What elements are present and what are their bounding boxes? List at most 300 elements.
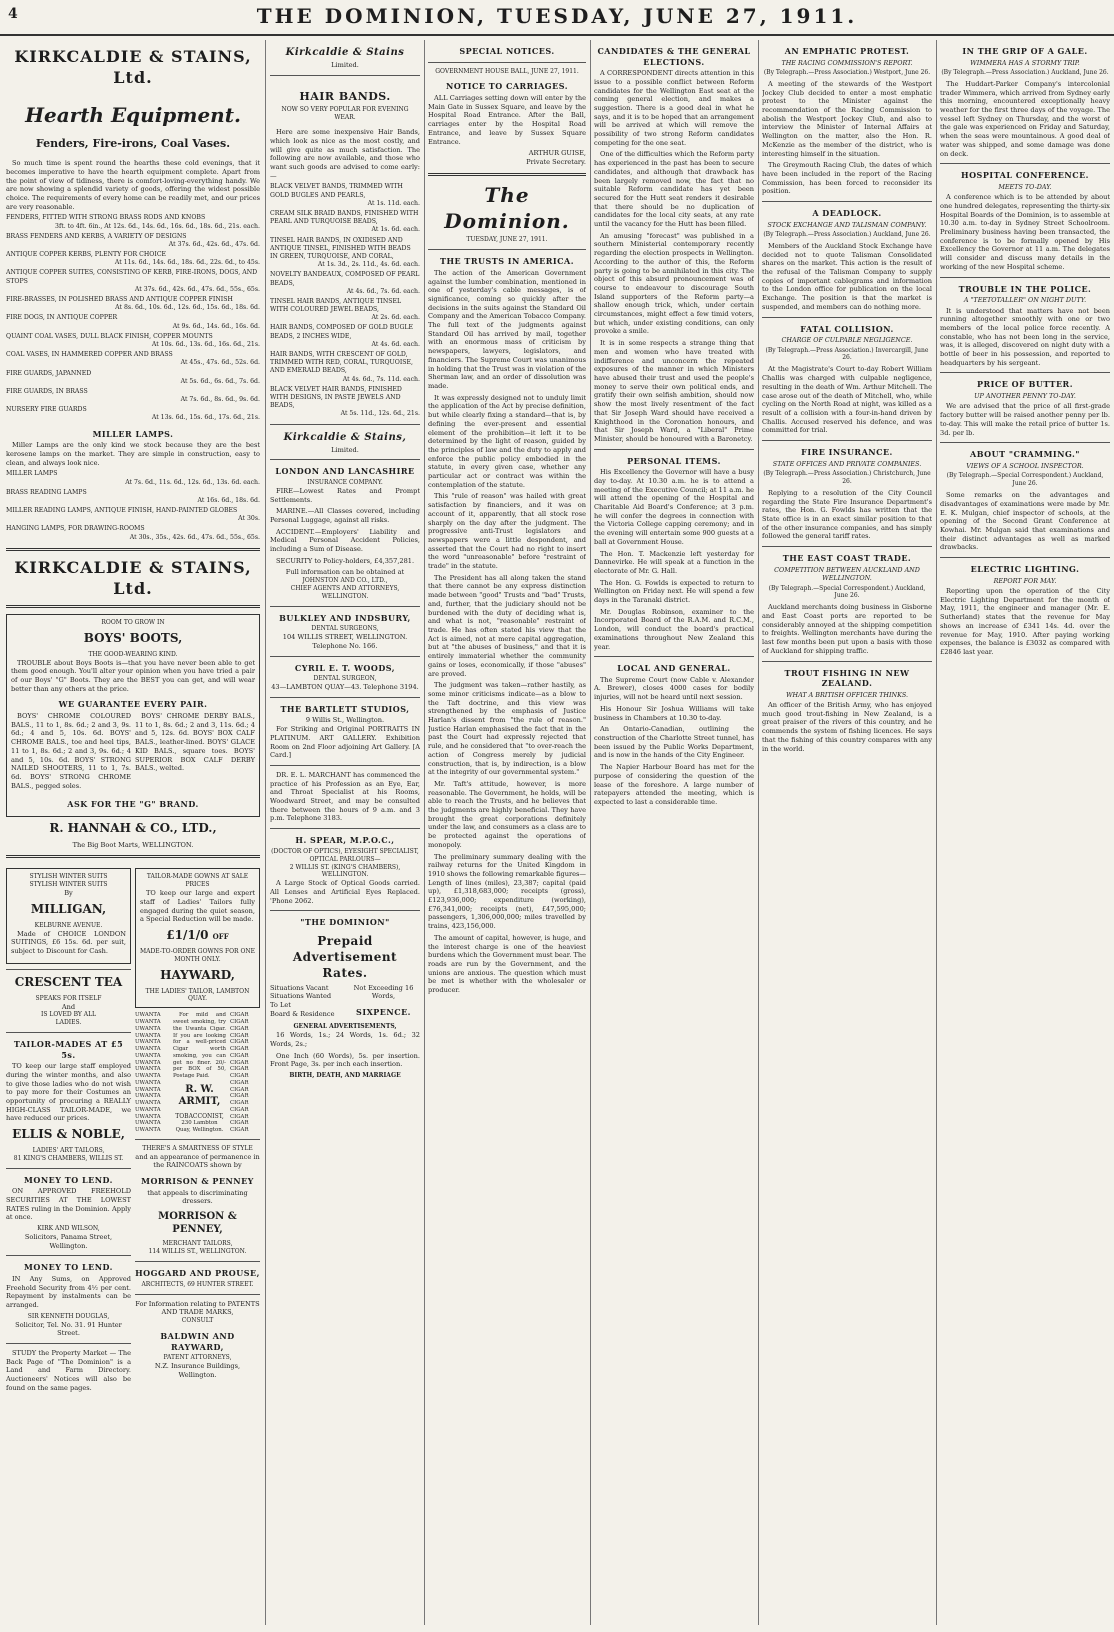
prepaid-limit: Not Exceeding 16 Words, xyxy=(353,983,414,1001)
uwanta-word: UWANTA xyxy=(135,1032,161,1039)
hearth-item-price: At 13s. 6d., 15s. 6d., 17s. 6d., 21s. xyxy=(151,414,260,422)
hearth-item xyxy=(6,388,260,404)
hearth-item xyxy=(6,233,260,249)
prepaid-row: Situations Wanted xyxy=(270,992,332,1001)
fatal-dateline: (By Telegraph.—Press Association.) Invercargill, June 26. xyxy=(765,346,929,362)
local-paragraph: The Supreme Court (now Cable v. Alexander A. Brewer), closes 4000 cases for bodily injuries, will not be heard until next session. xyxy=(594,675,754,702)
milligan-line: STYLISH WINTER SUITS xyxy=(29,881,108,889)
crescent-line: SPEAKS FOR ITSELF xyxy=(35,994,102,1002)
cigar-word: CIGAR xyxy=(230,1066,249,1073)
hearth-intro: So much time is spent round the hearths these cold evenings, that it becomes imperative to have the hearth equipment complete. Apart from the point of view of tidiness, there is comfort-loving-everything handy. We are now showing a splendid variety of goods, offering the widest possible choice. The requirements of every home can be readily met, and our prices are very reasonable. xyxy=(6,159,260,211)
hair-band-item-name: HAIR BANDS, COMPOSED OF GOLD BUGLE BEADS, 2 INCHES WIDE, xyxy=(270,324,414,340)
hearth-item-list xyxy=(6,214,260,422)
hair-band-item xyxy=(270,386,420,419)
prepaid-insert: One Inch (60 Words), 5s. per insertion. Front Page, 3s. per inch each insertion. xyxy=(270,1051,420,1069)
candidates-paragraph: A CORRESPONDENT directs attention in this issue to a possible conflict between Reform candidates for the Wellington East seat at the coming general election, and makes a suggestion. There is a good deal in what he says, and it is to be hoped that an arrangement will be arrived at which will remove the possibility of two strong Reform candidates competing for the one seat. xyxy=(594,69,754,147)
candidates-head: CANDIDATES & THE GENERAL ELECTIONS. xyxy=(597,46,751,67)
hayward-name: HAYWARD, xyxy=(160,967,235,982)
lamp-item-name: MILLER READING LAMPS, ANTIQUE FINISH, HAND-PAINTED GLOBES xyxy=(6,507,238,515)
local-head: LOCAL AND GENERAL. xyxy=(617,663,731,674)
protest-paragraph: The Greymouth Racing Club, the dates of which have been included in the report of the Racing Commission, has been forced to reconsider its position. xyxy=(762,161,932,196)
bartlett-sub: For Striking and Original PORTRAITS IN PLATINUM. ART GALLERY. Exhibition Room on 2nd Floor adjoining Art Gallery. [A Card.] xyxy=(270,725,420,760)
cigar-word: CIGAR xyxy=(230,1106,249,1113)
uwanta-column xyxy=(135,1012,169,1134)
lamp-item-price: At 7s. 6d., 11s. 6d., 12s. 6d., 13s. 6d. each. xyxy=(125,478,260,486)
london-name: LONDON AND LANCASHIRE xyxy=(275,466,415,477)
milligan-by: By xyxy=(64,889,73,898)
hair-band-item-price: At 4s. 6d., 7s. 11d. each. xyxy=(342,375,420,383)
cramming-sub: VIEWS OF A SCHOOL INSPECTOR. xyxy=(966,461,1084,470)
spear-addr: 2 WILLIS ST. (KING'S CHAMBERS), WELLINGTON. xyxy=(289,863,401,879)
lamp-item-name: BRASS READING LAMPS xyxy=(6,488,87,496)
electric-body: Reporting upon the operation of the City Electric Lighting Department for the month of May, 1911, the engineer and manager (Mr. E. Sutherland) states that the revenue for May shows an increase of £341 14s. 4d. over the revenue for May, 1910. After paying working expenses, the balance is £3032 as compared with £2846 last year. xyxy=(940,587,1110,656)
lamp-item-name: MILLER LAMPS xyxy=(6,470,58,478)
fire-dateline: (By Telegraph.—Press Association.) Christchurch, June 26. xyxy=(763,470,931,485)
smartness-name2: MORRISON & PENNEY, xyxy=(158,1211,237,1236)
hearth-item xyxy=(6,296,260,312)
deadlock-head: A DEADLOCK. xyxy=(812,208,882,219)
london-marine: MARINE.—All Classes covered, including Personal Luggage, against all risks. xyxy=(270,507,420,524)
money2-sub: Solicitor, Tel. No. 31. 91 Hunter Street. xyxy=(15,1320,122,1338)
electric-sub: REPORT FOR MAY. xyxy=(993,576,1057,585)
miller-heading: MILLER LAMPS. xyxy=(92,428,174,439)
crescent-line: LADIES. xyxy=(55,1019,82,1027)
london-info: Full information can be obtained at xyxy=(285,568,405,577)
cigar-word: CIGAR xyxy=(230,1073,249,1080)
hair-band-item xyxy=(270,210,420,235)
band-item-list xyxy=(270,183,420,418)
london-agents: CHIEF AGENTS AND ATTORNEYS, WELLINGTON. xyxy=(290,585,400,600)
london-fire: FIRE—Lowest Rates and Prompt Settlements. xyxy=(270,486,420,504)
prepaid-bdm: BIRTH, DEATH, AND MARRIAGE xyxy=(289,1072,401,1080)
cigar-word: CIGAR xyxy=(230,1025,249,1032)
milligan-line: STYLISH WINTER SUITS xyxy=(29,873,108,881)
hair-band-item-price: At 2s. 6d. each. xyxy=(371,314,420,322)
cigar-word: CIGAR xyxy=(230,1120,249,1127)
fatal-sub: CHARGE OF CULPABLE NEGLIGENCE. xyxy=(781,336,913,345)
crescent-line: IS LOVED BY ALL xyxy=(40,1011,97,1019)
cigar-word: CIGAR xyxy=(230,1100,249,1107)
patents-name: BALDWIN AND RAYWARD, xyxy=(160,1331,235,1352)
carriages-sig: ARTHUR GUISE, xyxy=(528,149,586,158)
cigar-word: CIGAR xyxy=(230,1012,249,1019)
boys-ask: ASK FOR THE "G" BRAND. xyxy=(67,799,199,810)
london-sub: INSURANCE COMPANY. xyxy=(307,478,383,486)
leader-paragraph: Mr. Taft's attitude, however, is more reasonable. The Government, he holds, will be able to reach the Trusts, and he believes that the judgments are highly beneficial. They have brought the great corporations definitely under the law, and consumers as a class are to be protected against the operations of monopoly. xyxy=(428,779,586,849)
masthead xyxy=(0,0,1114,36)
carriages-head: NOTICE TO CARRIAGES. xyxy=(446,81,568,92)
cigar-word: CIGAR xyxy=(230,1113,249,1120)
column-6 xyxy=(940,40,1110,1628)
local-paragraph: His Honour Sir Joshua Williams will take business in Chambers at 10.30 to-day. xyxy=(594,704,754,722)
hearth-item-name: COAL VASES, IN HAMMERED COPPER AND BRASS xyxy=(6,351,173,359)
coast-body: Auckland merchants doing business in Gisborne and East Coast ports are reported to be considerably annoyed at the shipping competition to freights. Wellington merchants have during the last few months been put upon a basis with those of Auckland for shipping traffic. xyxy=(762,603,932,655)
k-and-s-sub: Limited. xyxy=(331,61,359,70)
personal-paragraph: The Hon. G. Fowlds is expected to return to Wellington on Friday next. He will spend a few days in the Taranaki district. xyxy=(594,578,754,605)
lamp-item-price: At 30s. xyxy=(238,515,260,523)
carriages-body: ALL Carriages setting down will enter by the Main Gate in Sussex Square, and leave by the Hospital Road Entrance. After the Ball, carriages enter by the Hospital Road Entrance, and leave by Sussex Square Entrance. xyxy=(428,94,586,146)
hair-band-item-name: TINSEL HAIR BANDS, ANTIQUE TINSEL WITH COLOURED JEWEL BEADS, xyxy=(270,297,402,314)
crescent-title: CRESCENT TEA xyxy=(14,974,123,989)
hair-band-item xyxy=(270,324,420,349)
bartlett-addr: 9 Willis St., Wellington. xyxy=(305,716,385,725)
coast-sub: COMPETITION BETWEEN AUCKLAND AND WELLINGTON. xyxy=(774,565,920,583)
spear-sub: (DOCTOR OF OPTICS), EYESIGHT SPECIALIST, OPTICAL PARLOURS— xyxy=(271,847,419,863)
cramming-body: Some remarks on the advantages and disadvantages of examinations were made by Mr. E. K. Mulgan, chief inspector of schools, at the opening of the Second Grant Conference at Kowhai. Mr. Mulgan said that examinations and their distinct advantages as well as marked drawbacks. xyxy=(940,491,1110,552)
patents-addr: N.Z. Insurance Buildings, Wellington. xyxy=(154,1362,241,1379)
hayward-price: £1/1/0 xyxy=(166,928,209,943)
prepaid-row: Board & Residence xyxy=(270,1009,335,1018)
prepaid-row: Situations Vacant xyxy=(270,983,329,992)
butter-body: We are advised that the price of all first-grade factory butter will be raised another penny per lb. to-day. This will make the retail price of butter 1s. 3d. per lb. xyxy=(940,402,1110,437)
hearth-item xyxy=(6,214,260,230)
candidates-paragraph: It is in some respects a strange thing that men and women who have treated with indifference and unconcern the repeated exposures of the manner in which Ministers have abused their trust and used the people's money to serve their own political ends, and gratify their own selfish ambition, should now show the most lively resentment of the fact that Sir Joseph Ward should have received a Knighthood in the Coronation honours, and that Sir Joseph Ward, a "Liberal" Prime Minister, should be honoured with a Baronetcy. xyxy=(594,339,754,443)
hearth-item-price: At 8s. 6d., 10s. 6d., 12s. 6d., 15s. 6d., 18s. 6d. xyxy=(115,304,260,312)
hayward-ad xyxy=(135,868,260,1008)
hearth-item-name: ANTIQUE COPPER SUITES, CONSISTING OF KERB, FIRE-IRONS, DOGS, AND STOPS xyxy=(6,269,258,285)
boys-boots-ad xyxy=(6,614,260,817)
hearth-item-name: NURSERY FIRE GUARDS xyxy=(6,406,87,414)
fenders-subtitle: Fenders, Fire-irons, Coal Vases. xyxy=(35,136,231,150)
smartness-name1: MORRISON & PENNEY xyxy=(141,1176,254,1187)
hayward-body: TO keep our large and expert staff of Ladies' Tailors fully engaged during the quiet season, a Special Reduction will be made. xyxy=(140,889,255,924)
local-paragraph: An Ontario-Canadian, outlining the construction of the Charlotte Street tunnel, has been issued by the Public Works Department, and is now in the hands of the City Engineer. xyxy=(594,725,754,760)
butter-head: PRICE OF BUTTER. xyxy=(977,379,1073,390)
hearth-item-name: FIRE GUARDS, IN BRASS xyxy=(6,387,88,395)
hair-band-item-price: At 1s. 11d. each. xyxy=(367,199,420,207)
boys-room-label: ROOM TO GROW IN xyxy=(101,619,165,627)
column-rule xyxy=(936,40,937,1625)
money1-head: MONEY TO LEND. xyxy=(24,1174,113,1185)
hearth-item xyxy=(6,351,260,367)
uwanta-word: UWANTA xyxy=(135,1113,161,1120)
hospital-head: HOSPITAL CONFERENCE. xyxy=(961,170,1089,181)
hoggard-sub: ARCHITECTS, 69 HUNTER STREET. xyxy=(141,1280,254,1288)
hair-bands-sub: NOW SO VERY POPULAR FOR EVENING WEAR. xyxy=(281,106,409,122)
smartness-line3: that appeals to discriminating dressers. xyxy=(147,1188,248,1206)
hearth-item xyxy=(6,333,260,349)
boys-right-list: BOYS' CHROME DERBY BALS., 11 to 1, 8s. 6d.; 2 and 3, 11s. 6d.; 4 and 5, 12s. 6d. BOYS' BOX CALF BALS., leather-lined. BOYS' GLACE KID BALS., square toes. BOYS' SUPERIOR BOX CALF DERBY BALS., welted. xyxy=(135,712,255,773)
leader-paragraph: The preliminary summary dealing with the railway returns for the United Kingdom in 1910 shows the following remarkable figures—Length of lines (miles), 23,387; capital (paid up), £1,318,683,000; receipts (gross), £123,936,000; expenditure (working), £76,341,000; receipts (net), £47,595,000; passengers, 1,306,000,000; miles travelled by trains, 423,156,000. xyxy=(428,852,586,931)
hair-band-item xyxy=(270,183,420,208)
kirkcaldie-header: KIRKCALDIE & STAINS, Ltd. xyxy=(14,47,252,88)
leader-paragraph: It was expressly designed not to unduly limit the application of the Act by precise definition, but while clearly fixing a standard—that is, by defining the ever-present and essential element of the prohibition—it left it to be determined by the light of reason, guided by the principles of law and the duty to apply and enforce the public policy embodied in the statute, in every given case, whether any particular act or contract was within the contemplation of the statute. xyxy=(428,393,586,489)
hair-band-item xyxy=(270,351,420,384)
hair-band-item-name: CREAM SILK BRAID BANDS, FINISHED WITH PEARL AND TURQUOISE BEADS, xyxy=(270,210,419,226)
candidates-body xyxy=(594,69,754,444)
leader-paragraph: The judgment was taken—rather hastily, as some minor criticisms indicate—as a blow to the Taft doctrine, and this view was strengthened by the emphasis of Justice Harlan's dissent from "the rule of reason." Justice Harlan emphasised the fact that in the past the Court had expressly rejected that rule, and he considered that "to over-reach the action of Congress merely by judicial construction, that is, by indirection, is a blow at the integrity of our governmental system." xyxy=(428,681,586,777)
hair-band-item-name: TINSEL HAIR BANDS, IN OXIDISED AND ANTIQUE TINSEL, FINISHED WITH BEADS IN GREEN, TURQUOISE, AND CORAL, xyxy=(270,236,411,260)
uwanta-word: UWANTA xyxy=(135,1066,161,1073)
hearth-item-price: At 5s. 6d., 6s. 6d., 7s. 6d. xyxy=(180,377,260,385)
police-sub: A "TEETOTALLER" ON NIGHT DUTY. xyxy=(963,296,1087,305)
prepaid-row: To Let xyxy=(270,1000,291,1009)
hair-band-item-price: At 4s. 6d., 7s. 6d. each. xyxy=(346,287,420,295)
special-notices-head: SPECIAL NOTICES. xyxy=(459,46,555,56)
column-rule xyxy=(265,40,266,1625)
cigar-word: CIGAR xyxy=(230,1086,249,1093)
uwanta-word: UWANTA xyxy=(135,1039,161,1046)
trout-sub: WHAT A BRITISH OFFICER THINKS. xyxy=(785,690,909,699)
prepaid-general: GENERAL ADVERTISEMENTS, xyxy=(293,1023,397,1031)
gale-head: IN THE GRIP OF A GALE. xyxy=(962,46,1088,56)
fire-head: FIRE INSURANCE. xyxy=(801,447,893,458)
money2-body: IN Any Sums, on Approved Freehold Security from 4½ per cent. Repayment by instalments can be arranged. xyxy=(6,1274,131,1310)
column-rule xyxy=(424,40,425,1625)
hearth-item xyxy=(6,370,260,386)
cigar-word: CIGAR xyxy=(230,1052,249,1059)
column-4 xyxy=(594,40,754,1628)
dominion-logo: The Dominion. xyxy=(444,182,570,234)
cigar-column xyxy=(230,1012,260,1134)
lamp-item xyxy=(6,489,260,505)
cigar-word: CIGAR xyxy=(230,1079,249,1086)
police-body: It is understood that matters have not been running altogether smoothly with one or two members of the local police force recently. A constable, who has not been long in the service, was, it is alleged, discovered on night duty with a bottle of beer in his possession, and reported to headquarters by his sergeant. xyxy=(940,306,1110,367)
smartness-line2: and an appearance of permanence in the RAINCOATS shown by xyxy=(135,1152,260,1170)
armit-trade: TOBACCONIST, xyxy=(175,1112,224,1120)
milligan-street: KELBURNE AVENUE. xyxy=(34,921,103,929)
protest-body xyxy=(762,80,932,196)
hearth-title: Hearth Equipment. xyxy=(25,103,241,128)
police-head: TROUBLE IN THE POLICE. xyxy=(958,283,1092,294)
uwanta-ad xyxy=(135,1012,260,1134)
cigar-word: CIGAR xyxy=(230,1127,249,1134)
deadlock-dateline: (By Telegraph.—Press Association.) Auckland, June 26. xyxy=(763,231,931,239)
hayward-made: MADE-TO-ORDER GOWNS FOR ONE MONTH ONLY. xyxy=(140,947,256,963)
hair-band-item xyxy=(270,271,420,296)
hearth-item xyxy=(6,314,260,330)
hearth-item-price: 3ft. to 4ft. 6in., At 12s. 6d., 14s. 6d., 16s. 6d., 18s. 6d., 21s. each. xyxy=(55,222,260,230)
gale-body: The Huddart-Parker Company's intercolonial trader Wimmera, which arrived from Sydney early this morning, encountered exceptionally heavy weather for the first three days of the voyage. The vessel left Sydney on Thursday, and the worst of the gale was experienced on Friday and Saturday, when the seas were mountainous. A good deal of water was shipped, and some damage was done on deck. xyxy=(940,79,1110,158)
gale-sub: WIMMERA HAS A STORMY TRIP. xyxy=(970,58,1080,67)
armit-name: R. W. ARMIT, xyxy=(178,1083,221,1108)
money1-sub: Solicitors, Panama Street, Wellington. xyxy=(24,1232,113,1250)
personal-paragraph: The Hon. T. Mackenzie left yesterday for Dannevirke. He will speak at a function in the electorate of Mr. G. Hall. xyxy=(594,549,754,575)
hearth-item-name: FIRE GUARDS, JAPANNED xyxy=(6,369,92,377)
london-accident: ACCIDENT.—Employers' Liability and Medical Personal Accident Policies, including a Sum of Disease. xyxy=(270,527,420,554)
fatal-body: At the Magistrate's Court to-day Robert William Challis was charged with culpable negligence, resulting in the death of Wm. Arthur Mitchell. The case arose out of the death of Mitchell, who, while cycling on the North Road at night, was killed as a result of a collision with a four-in-hand driven by Challis. Accused reserved his defence, and was committed for trial. xyxy=(762,365,932,435)
hearth-item xyxy=(6,406,260,422)
k-and-s-header-2: Kirkcaldie & Stains, xyxy=(283,431,407,443)
hayward-sub: THE LADIES' TAILOR, LAMBTON QUAY. xyxy=(145,987,250,1003)
ellis-addr: 81 KING'S CHAMBERS, WILLIS ST. xyxy=(13,1154,124,1162)
lamp-item-list xyxy=(6,470,260,542)
lamp-item xyxy=(6,507,260,523)
hearth-item-price: At 7s. 6d., 8s. 6d., 9s. 6d. xyxy=(180,396,260,404)
study-notice: STUDY the Property Market — The Back Page of "The Dominion" is a Land and Farm Directory. Auctioneers' Notices will also be found on the same pages. xyxy=(6,1349,131,1392)
woods-sub: DENTAL SURGEON, xyxy=(313,675,377,683)
cigar-word: CIGAR xyxy=(230,1019,249,1026)
coast-head: THE EAST COAST TRADE. xyxy=(782,553,912,564)
armit-addr: 230 Lambton Quay, Wellington. xyxy=(175,1120,224,1134)
ellis-head: TAILOR-MADES AT £5 5s. xyxy=(13,1039,124,1060)
milligan-name: MILLIGAN, xyxy=(30,901,107,916)
hearth-item-name: FIRE DOGS, IN ANTIQUE COPPER xyxy=(6,314,118,322)
hoggard-name: HOGGARD AND PROUSE, xyxy=(135,1268,260,1279)
cigar-word: CIGAR xyxy=(230,1059,249,1066)
hearth-item-name: QUAINT COAL VASES, DULL BLACK FINISH, COPPER MOUNTS xyxy=(6,332,213,340)
prepaid-price: SIXPENCE. xyxy=(356,1006,411,1017)
cigar-word: CIGAR xyxy=(230,1039,249,1046)
uwanta-body: For mild and sweet smoking, try the Uwanta Cigar. If you are looking for a well-priced Cigar worth smoking, you can get no finer. 20/- per BOX of 50, Postage Paid. xyxy=(173,1012,226,1080)
boys-left-list: BOYS' CHROME COLOURED BALS., 11 to 1, 8s. 6d.; 2 and 3, 9s. 6d.; 4 and 5, 10s. 6d. BOYS' CHROME BALS., toe and heel tips, 11 to 1, 8s. 6d.; 2 and 3, 9s. 6d.; 4 and 5, 10s. 6d. BOYS' STRONG NAILED SHOOTERS, 11 to 1, 7s. 6d. BOYS' STRONG CHROME BALS., pegged soles. xyxy=(11,712,131,790)
hearth-item xyxy=(6,269,260,294)
hearth-item-price: At 37s. 6d., 42s. 6d., 47s. 6d. xyxy=(168,240,260,248)
column-rule xyxy=(590,40,591,1625)
hair-band-item-price: At 5s. 11d., 12s. 6d., 21s. xyxy=(340,410,420,418)
prepaid-table xyxy=(270,984,420,1020)
hearth-item-price: At 37s. 6d., 42s. 6d., 47s. 6d., 55s., 65s. xyxy=(134,285,260,293)
deadlock-sub: STOCK EXCHANGE AND TALISMAN COMPANY. xyxy=(767,220,927,229)
smartness-addr: 114 WILLIS ST., WELLINGTON. xyxy=(148,1248,247,1256)
uwanta-word: UWANTA xyxy=(135,1046,161,1053)
protest-dateline: (By Telegraph.—Press Association.) Westport, June 26. xyxy=(763,69,931,76)
patents-line2: CONSULT xyxy=(181,1317,214,1325)
money1-firm: KIRK AND WILSON, xyxy=(37,1225,100,1233)
bulkley-addr: 104 WILLIS STREET, WELLINGTON. Telephone No. 166. xyxy=(282,633,408,651)
ellis-name: ELLIS & NOBLE, xyxy=(12,1127,125,1142)
trout-body: An officer of the British Army, who has enjoyed much good trout-fishing in New Zealand, is a great praiser of the rivers of this country, and he commends the system of fishing licences. He says that the fishing of this country compares with any in the world. xyxy=(762,701,932,753)
column-2 xyxy=(270,40,420,1628)
marchant-notice: DR. E. L. MARCHANT has commenced the practice of his Profession as an Eye, Ear, and Throat Specialist at his Rooms, Woodward Street, and may be consulted there between the hours of 9 a.m. and 3 p.m. Telephone 3183. xyxy=(270,770,420,823)
boys-body: TROUBLE about Boys Boots is—that you have never been able to get them good enough. You'll alter your opinion when you have tried a pair of our Boys' "G" Boots. They are the BEST you can get, and will wear better than any others at the price. xyxy=(11,658,255,693)
cramming-dateline: (By Telegraph.—Special Correspondent.) Auckland, June 26. xyxy=(946,472,1104,488)
london-firm: JOHNSTON AND CO., LTD., xyxy=(302,577,388,585)
woods-name: CYRIL E. T. WOODS, xyxy=(294,662,396,673)
spear-body: A Large Stock of Optical Goods carried. All Lenses and Artificial Eyes Replaced. 'Phone 2062. xyxy=(270,879,420,905)
milligan-ad xyxy=(6,868,131,963)
uwanta-word: UWANTA xyxy=(135,1012,161,1019)
column-3 xyxy=(428,40,586,1628)
money1-body: ON APPROVED FREEHOLD SECURITIES AT THE LOWEST RATES ruling in the Dominion. Apply at once. xyxy=(6,1187,131,1222)
woods-addr: 43—LAMBTON QUAY—43. Telephone 3194. xyxy=(271,683,419,692)
page-number: 4 xyxy=(8,6,18,22)
hearth-item-price: At 45s., 47s. 6d., 52s. 6d. xyxy=(180,359,260,367)
hearth-item-name: BRASS FENDERS AND KERBS, A VARIETY OF DESIGNS xyxy=(6,232,187,240)
personal-head: PERSONAL ITEMS. xyxy=(627,455,721,466)
leader-paragraph: This "rule of reason" was hailed with great satisfaction by financiers, and it was on account of it, apparently, that all stock rose sharply on the day after the judgment. The progressive anti-Trust legislators and newspapers were a little despondent, and asserted that the Court had no right to insert the word "unreasonable" before "restraint of trade" in the statute. xyxy=(428,492,586,571)
hair-band-item-name: NOVELTY BANDEAUX, COMPOSED OF PEARL BEADS, xyxy=(270,271,420,287)
cigar-word: CIGAR xyxy=(230,1046,249,1053)
smartness-sub: MERCHANT TAILORS, xyxy=(162,1240,233,1248)
crescent-line: And xyxy=(61,1002,76,1011)
coast-dateline: (By Telegraph.—Special Correspondent.) Auckland, June 26. xyxy=(768,584,926,600)
uwanta-word: UWANTA xyxy=(135,1120,161,1127)
smartness-line1: THERE'S A SMARTNESS OF STYLE xyxy=(142,1144,253,1152)
butter-sub: UP ANOTHER PENNY TO-DAY. xyxy=(974,392,1076,401)
hair-band-item xyxy=(270,298,420,323)
money2-head: MONEY TO LEND. xyxy=(24,1262,113,1273)
lamp-item-name: HANGING LAMPS, FOR DRAWING-ROOMS xyxy=(6,525,145,533)
uwanta-word: UWANTA xyxy=(135,1052,161,1059)
ball-head: GOVERNMENT HOUSE BALL, JUNE 27, 1911. xyxy=(435,67,579,75)
leader-paragraph: The action of the American Government against the lumber combination, mentioned in one of yesterday's cable messages, is of significance, coming so quickly after the decisions in the suits against the Standard Oil Company and the American Tobacco Company. The full text of the judgments against Standard Oil has arrived by mail, together with an enormous mass of criticism by newspapers, lawyers, legislators, and financiers. The Supreme Court was unanimous in holding that the Trust was in violation of the Sherman law, and an order of dissolution was made. xyxy=(428,268,586,390)
uwanta-word: UWANTA xyxy=(135,1059,161,1066)
fire-body: Replying to a resolution of the City Council regarding the State Fire Insurance Department's rates, the Hon. G. Fowlds has written that the State office is in an exact similar position to that of the other insurance companies, and has simply followed the general tariff rates. xyxy=(762,488,932,541)
personal-paragraph: Mr. Douglas Robinson, examiner to the Incorporated Board of the R.A.M. and R.C.M., London, will conduct the board's practical examinations throughout New Zealand this year. xyxy=(594,607,754,651)
hearth-item-name: ANTIQUE COPPER KERBS, PLENTY FOR CHOICE xyxy=(6,251,167,259)
fatal-head: FATAL COLLISION. xyxy=(800,323,894,334)
hannah-tag: The Big Boot Marts, WELLINGTON. xyxy=(72,840,194,849)
leader-paragraph: The amount of capital, however, is huge, and the interest charge is one of the heaviest burdens which the Government must bear. The roads are run by the Government, and the unions are anxious. The question which must be met is whether with the wholesaler or producer. xyxy=(428,933,586,995)
hearth-item-price: At 11s. 6d., 14s. 6d., 18s. 6d., 22s. 6d., to 45s. xyxy=(114,259,260,267)
local-body xyxy=(594,676,754,807)
kirkcaldie-footer: KIRKCALDIE & STAINS, Ltd. xyxy=(14,557,252,598)
cigar-word: CIGAR xyxy=(230,1093,249,1100)
patents-sub: PATENT ATTORNEYS, xyxy=(163,1354,232,1362)
protest-head: AN EMPHATIC PROTEST. xyxy=(784,46,910,56)
hair-band-item-name: BLACK VELVET BANDS, TRIMMED WITH GOLD BUGLES AND PEARLS, xyxy=(270,183,403,199)
deadlock-body: Members of the Auckland Stock Exchange have decided not to quote Talisman Consolidated shares on the market. This action is the result of the refusal of the Talisman Company to supply copies of important cablegrams and information to the London office for publication on the local Exchange. The position is that the market is suspended, and members can do nothing more. xyxy=(762,241,932,311)
uwanta-word: UWANTA xyxy=(135,1106,161,1113)
uwanta-word: UWANTA xyxy=(135,1093,161,1100)
hair-band-item-name: HAIR BANDS, WITH CRESCENT OF GOLD, TRIMMED WITH RED, CORAL, TURQUOISE, AND EMERALD BEADS, xyxy=(270,351,413,375)
uwanta-word: UWANTA xyxy=(135,1073,161,1080)
hospital-sub: MEETS TO-DAY. xyxy=(998,182,1052,191)
patents-line1: For Information relating to PATENTS AND TRADE MARKS, xyxy=(135,1299,260,1317)
boys-title: BOYS' BOOTS, xyxy=(83,630,183,645)
hayward-price-line xyxy=(140,928,255,944)
prepaid-top: "THE DOMINION" xyxy=(300,917,390,928)
hearth-item xyxy=(6,251,260,267)
k-and-s-header: Kirkcaldie & Stains xyxy=(285,47,405,58)
money2-firm: SIR KENNETH DOUGLAS, xyxy=(27,1312,110,1320)
hearth-item-name: FENDERS, FITTED WITH STRONG BRASS RODS AND KNOBS xyxy=(6,214,206,222)
spear-name: H. SPEAR, M.P.O.C., xyxy=(295,835,395,846)
protest-sub: THE RACING COMMISSION'S REPORT. xyxy=(781,58,913,67)
uwanta-word: UWANTA xyxy=(135,1025,161,1032)
k-and-s-sub-2: Limited. xyxy=(331,445,359,454)
lamp-item xyxy=(6,470,260,486)
miller-intro: Miller Lamps are the only kind we stock because they are the best kerosene lamps on the market. They are simple in construction, easy to clean, and always look nice. xyxy=(6,441,260,467)
prepaid-rate: 16 Words, 1s.; 24 Words, 1s. 6d.; 32 Words, 2s.; xyxy=(270,1031,420,1049)
boys-tag: THE GOOD-WEARING KIND. xyxy=(88,650,178,658)
personal-body xyxy=(594,468,754,651)
hair-band-item-price: At 4s. 6d. each. xyxy=(371,340,420,348)
column-rule xyxy=(758,40,759,1625)
hair-intro: Here are some inexpensive Hair Bands, which look as nice as the most costly, and will give quite as much satisfaction. The following are now available, and those who want such goods are advised to come early:— xyxy=(270,128,420,180)
bulkley-name: BULKLEY AND INDSBURY, xyxy=(279,612,411,623)
hearth-item-name: FIRE-BRASSES, IN POLISHED BRASS AND ANTIQUE COPPER FINISH xyxy=(6,296,233,304)
hair-band-item-price: At 1s. 3d., 2s. 11d., 4s. 6d. each. xyxy=(317,261,420,269)
hair-band-item-name: BLACK VELVET HAIR BANDS, FINISHED WITH DESIGNS, IN PASTE JEWELS AND BEADS, xyxy=(270,385,402,410)
boys-guarantee: WE GUARANTEE EVERY PAIR. xyxy=(58,699,208,710)
cramming-head: ABOUT "CRAMMING." xyxy=(970,449,1080,460)
lamp-item xyxy=(6,525,260,541)
protest-paragraph: A meeting of the stewards of the Westport Jockey Club decided to enter a most emphatic protest to the Minister against the recommendation of the Racing Commission to abolish the Westport Jockey Club, and also to interview the Minister of Internal Affairs at Wellington on the matter, also the Hon. R. McKenzie as the member of the district, who is interesting himself in the situation. xyxy=(762,79,932,158)
column-5 xyxy=(762,40,932,1628)
personal-paragraph: His Excellency the Governor will have a busy day to-day. At 10.30 a.m. he is to attend a meeting of the Executive Council; at 11 a.m. he will attend the opening of the Hospital and Charitable Aid Board's Conference; at 3 p.m. he will confer the degrees in connection with the Victoria College capping ceremony; and in the evening will entertain some 900 guests at a ball at Government House. xyxy=(594,468,754,546)
hospital-body: A conference which is to be attended by about one hundred delegates, representing the thirty-six Hospital Boards of the Dominion, is to assemble at 10.30 a.m. to-day in Sydney Street Schoolroom. Preliminary business having been transacted, the conference is to be formally opened by His Excellency the Governor at 11 a.m. The delegates will consider and discuss many details in the working of the new Hospital scheme. xyxy=(940,193,1110,271)
hayward-off: OFF xyxy=(212,932,229,942)
hannah-name: R. HANNAH & CO., LTD., xyxy=(49,820,217,835)
local-paragraph: The Napier Harbour Board has met for the purpose of considering the question of the lease of the foreshore. A large number of ratepayers attended the meeting, which is expected to last a considerable time. xyxy=(594,763,754,806)
hair-band-item-price: At 1s. 6d. each. xyxy=(371,226,420,234)
newspaper-title: THE DOMINION, TUESDAY, JUNE 27, 1911. xyxy=(256,4,858,28)
uwanta-word: UWANTA xyxy=(135,1100,161,1107)
london-security: SECURITY to Policy-holders, £4,357,281. xyxy=(276,556,415,565)
candidates-paragraph: One of the difficulties which the Reform party has experienced in the past has been to secure candidates, and although that drawback has been largely removed now, the fact that no suitable Reform candidate has yet been secured for the Hutt seat renders it desirable that there should be no duplication of candidates for the local city seats, at any rate until the vacancy for the Hutt has been filled. xyxy=(594,150,754,229)
bartlett-name: THE BARTLETT STUDIOS, xyxy=(280,703,410,714)
editorial-date: TUESDAY, JUNE 27, 1911. xyxy=(466,236,548,244)
hearth-item-price: At 10s. 6d., 13s. 6d., 16s. 6d., 21s. xyxy=(151,340,260,348)
trout-head: TROUT FISHING IN NEW ZEALAND. xyxy=(784,667,910,689)
lamp-item-price: At 16s. 6d., 18s. 6d. xyxy=(197,496,260,504)
uwanta-word: UWANTA xyxy=(135,1086,161,1093)
hair-bands-title: HAIR BANDS. xyxy=(299,89,391,103)
electric-head: ELECTRIC LIGHTING. xyxy=(970,564,1080,575)
hair-band-item xyxy=(270,237,420,270)
